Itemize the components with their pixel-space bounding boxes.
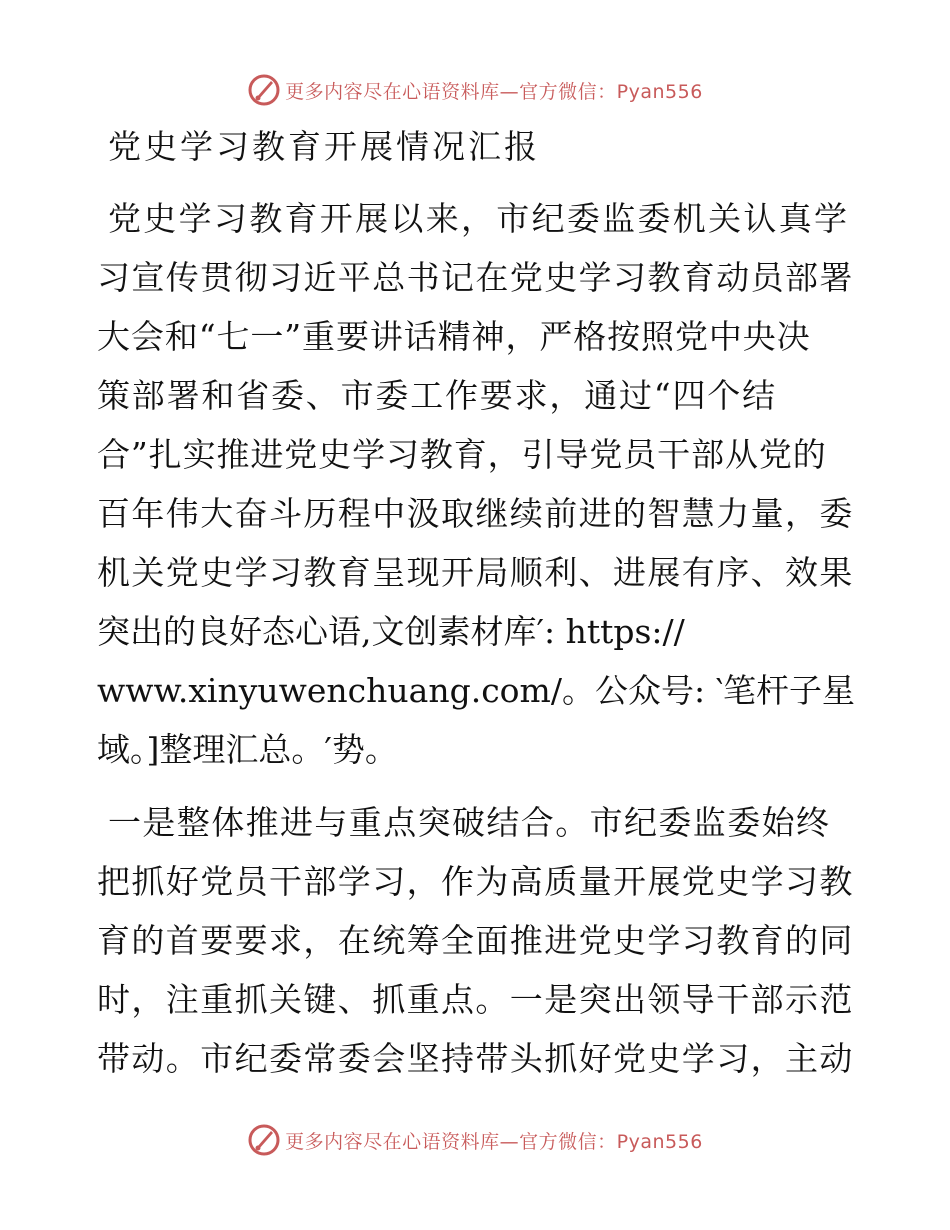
text-line: 一是整体推进与重点突破结合。市纪委监委始终 xyxy=(108,803,831,842)
text-line: 百年伟大奋斗历程中汲取继续前进的智慧力量，委 xyxy=(97,494,854,533)
text-line: 育的首要要求，在统筹全面推进党史学习教育的同 xyxy=(97,921,854,960)
text-line: 时，注重抓关键、抓重点。一是突出领导干部示范 xyxy=(97,980,854,1019)
text-line: 策部署和省委、市委工作要求，通过“四个结 xyxy=(97,376,777,415)
document-title: 党史学习教育开展情况汇报 xyxy=(108,127,540,166)
text-line: 机关党史学习教育呈现开局顺利、进展有序、效果 xyxy=(97,553,854,592)
text-line: 域。]整理汇总。′势。 xyxy=(97,730,398,769)
text-line: 带动。市纪委常委会坚持带头抓好党史学习，主动 xyxy=(97,1039,854,1078)
text-line: 把抓好党员干部学习，作为高质量开展党史学习教 xyxy=(97,862,854,901)
text-line: 习宣传贯彻习近平总书记在党史学习教育动员部署 xyxy=(97,258,854,297)
watermark-text: 更多内容尽在心语资料库—官方微信：Pyan556 xyxy=(285,1130,703,1153)
watermark-banner-top xyxy=(0,70,950,110)
text-line: 合”扎实推进党史学习教育，引导党员干部从党的 xyxy=(97,435,827,474)
watermark-text: 更多内容尽在心语资料库—官方微信：Pyan556 xyxy=(285,80,703,103)
text-line: www.xinyuwenchuang.com/。公众号: ‵笔杆子星 xyxy=(97,671,856,710)
text-line: 党史学习教育开展以来，市纪委监委机关认真学 xyxy=(108,199,850,238)
text-line: 大会和“七一”重要讲话精神，严格按照党中央决 xyxy=(97,317,811,356)
quill-logo-icon xyxy=(247,73,281,107)
quill-logo-icon xyxy=(247,1123,281,1157)
watermark-banner-bottom xyxy=(0,1120,950,1160)
text-line: 突出的良好态心语,文创素材库′: https:// xyxy=(97,612,685,651)
